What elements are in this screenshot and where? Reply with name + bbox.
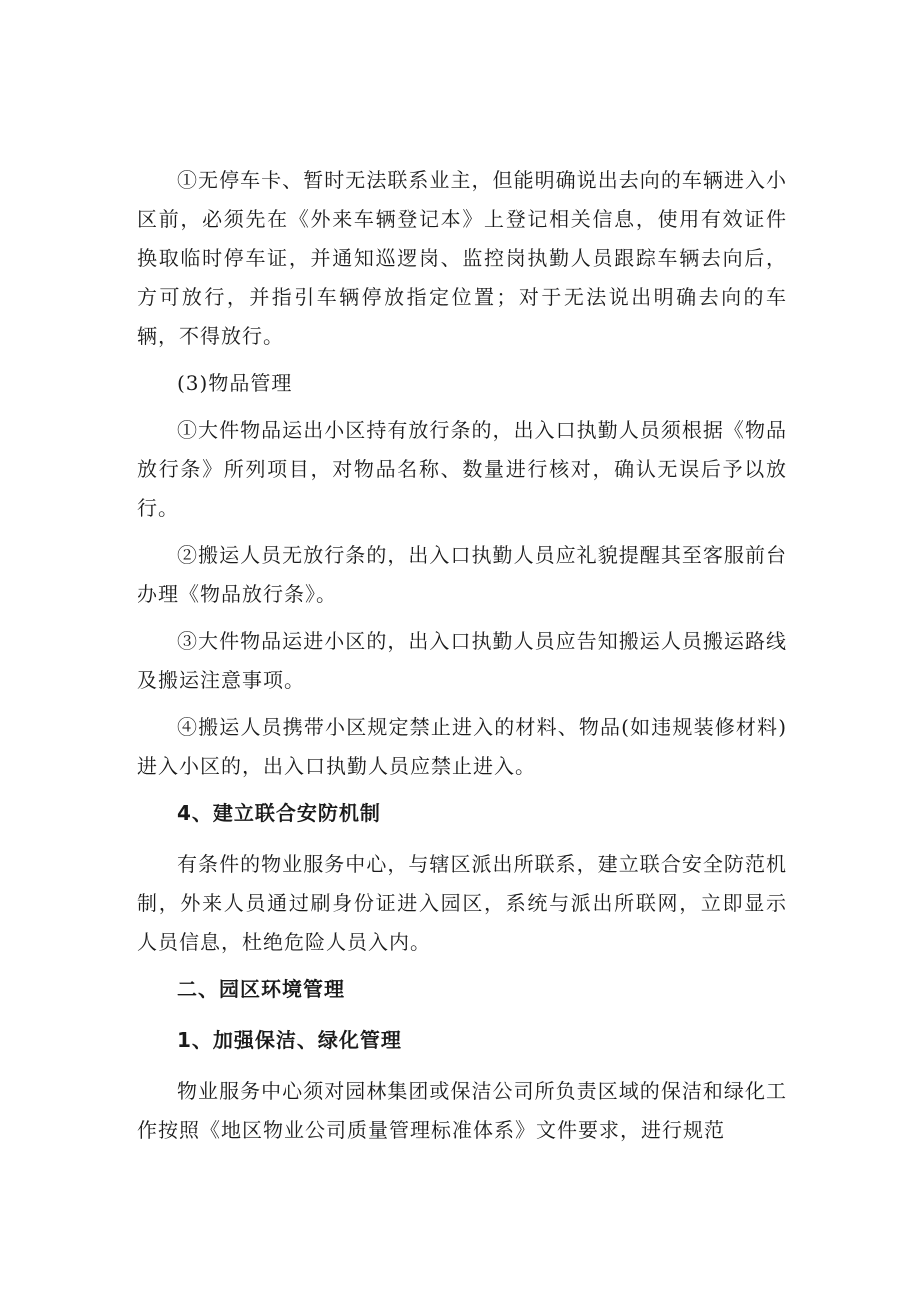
heading-cleaning-greening: 1、加强保洁、绿化管理 [177, 1028, 402, 1052]
paragraph-prohibited-items: ④搬运人员携带小区规定禁止进入的材料、物品(如违规装修材料)进入小区的，出入口执勤人员应禁止进入。 [137, 715, 787, 778]
paragraph-cleaning-greening: 物业服务中心须对园林集团或保洁公司所负责区域的保洁和绿化工作按照《地区物业公司质量管理标准体系》文件要求，进行规范 [137, 1079, 787, 1142]
paragraph-vehicle-entry: ①无停车卡、暂时无法联系业主，但能明确说出去向的车辆进入小区前，必须先在《外来车辆登记本》上登记相关信息，使用有效证件换取临时停车证，并通知巡逻岗、监控岗执勤人员跟踪车辆去向后，方可放行，并指引车辆停放指定位置；对于无法说出明确去向的车辆，不得放行。 [137, 168, 787, 348]
subheading-item-management: (3)物品管理 [177, 371, 293, 395]
paragraph-item-entry: ③大件物品运进小区的，出入口执勤人员应告知搬运人员搬运路线及搬运注意事项。 [137, 629, 787, 692]
document-body [137, 161, 787, 1158]
paragraph-joint-security: 有条件的物业服务中心，与辖区派出所联系，建立联合安全防范机制，外来人员通过刷身份证进入园区，系统与派出所联网，立即显示人员信息，杜绝危险人员入内。 [137, 852, 787, 954]
heading-joint-security: 4、建立联合安防机制 [177, 801, 381, 825]
paragraph-item-release: ①大件物品运出小区持有放行条的，出入口执勤人员须根据《物品放行条》所列项目，对物品名称、数量进行核对，确认无误后予以放行。 [137, 418, 787, 520]
paragraph-no-release-note: ②搬运人员无放行条的，出入口执勤人员应礼貌提醒其至客服前台办理《物品放行条》。 [137, 543, 787, 606]
heading-environment-management: 二、园区环境管理 [177, 977, 345, 1001]
